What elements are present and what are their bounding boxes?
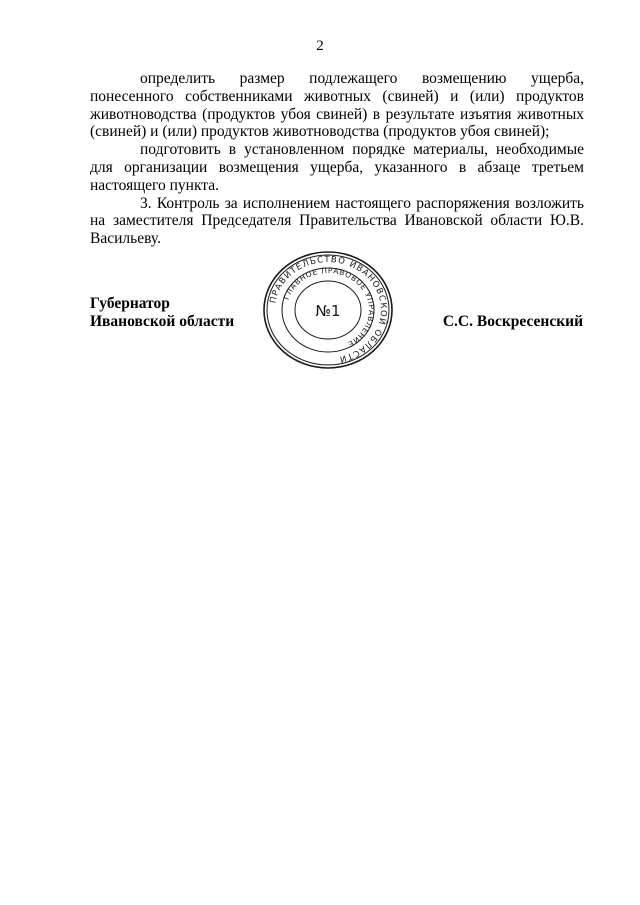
signatory-title (90, 295, 234, 331)
document-body (90, 70, 584, 248)
signatory-name: С.С. Воскресенский (442, 313, 583, 330)
page-number: 2 (316, 38, 324, 54)
paragraph: определить размер подлежащего возмещению ущерба, понесенного собственниками животных (свиней) и (или) продуктов животноводства (продуктов убоя свиней) в результате изъятия животных (свиней) и (или) продуктов животноводства (продуктов убоя свиней); (90, 70, 584, 141)
seal-outer-text: ПРАВИТЕЛЬСТВО ИВАНОВСКОЙ ОБЛАСТИ (268, 254, 389, 364)
paragraph: подготовить в установленном порядке материалы, необходимые для организации возмещения ущерба, указанного в абзаце третьем настоящего пункта. (90, 141, 584, 194)
paragraph: 3. Контроль за исполнением настоящего распоряжения возложить на заместителя Председателя Правительства Ивановской области Ю.В. Васильеву. (90, 194, 584, 248)
seal-stamp (261, 250, 395, 370)
official-seal (261, 250, 395, 370)
signatory-title-line1: Губернатор (90, 295, 170, 312)
seal-inner-text: ГЛАВНОЕ ПРАВОВОЕ УПРАВЛЕНИЕ (281, 265, 377, 349)
signatory-title-line2: Ивановской области (90, 313, 235, 330)
seal-number: №1 (315, 302, 341, 320)
